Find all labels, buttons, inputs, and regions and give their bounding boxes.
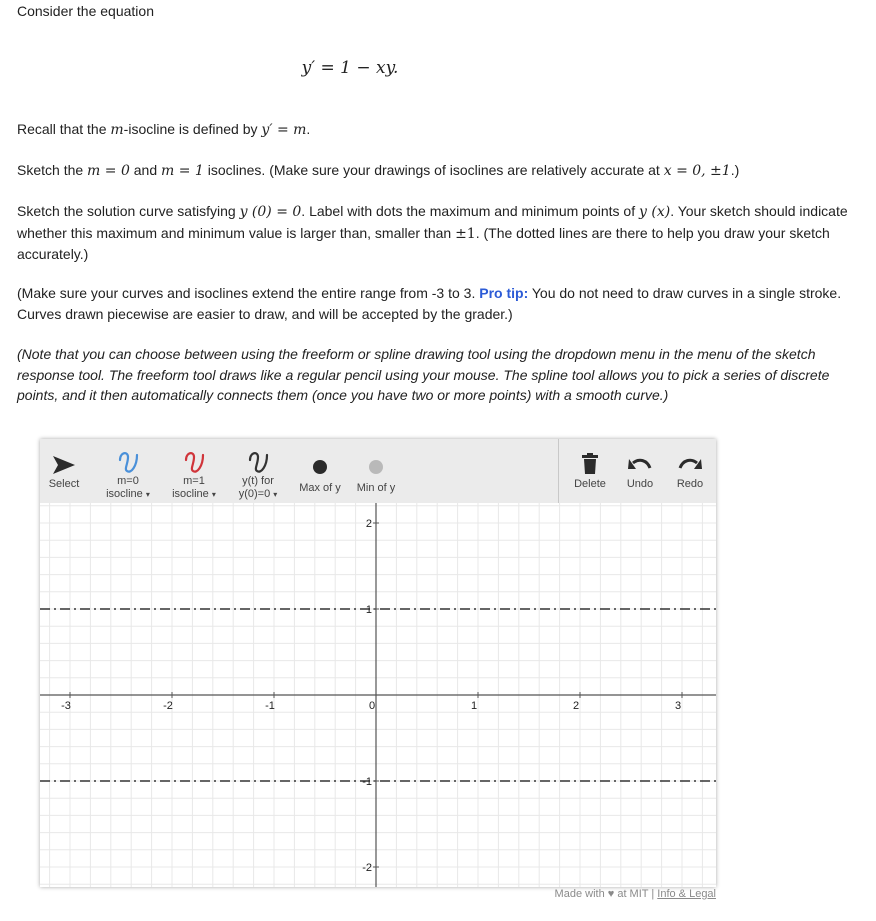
x-tick-label: 3 [674,700,682,712]
undo-icon [627,457,653,475]
toolbar-divider [558,439,559,503]
y-tick-label: -2 [362,862,372,874]
redo-button[interactable] [668,439,712,503]
chevron-down-icon[interactable]: ▾ [211,490,216,499]
delete-label: Delete [574,478,606,490]
undo-label: Undo [626,478,654,490]
chevron-down-icon[interactable]: ▾ [273,490,278,499]
equation: y′ = 1 − xy. [301,58,399,78]
sketch-canvas[interactable] [40,503,716,887]
min-point-tool[interactable] [350,439,402,503]
x-tick-label: 1 [470,700,478,712]
range-instructions: (Make sure your curves and isoclines extend the entire range from -3 to 3. Pro tip: You do not need to draw curves in a single stroke. Curves drawn piecewise are easier to draw, and will be accepted by the grader.) [17,285,842,322]
sketch-response-tool [40,439,716,900]
x-tick-label: 2 [572,700,580,712]
m0-isocline-label: m=0 isocline ▾ [106,475,150,500]
delete-button[interactable] [568,439,612,503]
m0-isocline-tool[interactable] [96,439,160,503]
recall-text: Recall that the m-isocline is defined by y′ = m. [17,121,311,138]
sketch-toolbar [40,439,716,503]
redo-icon [677,457,703,475]
max-point-tool[interactable] [294,439,346,503]
intro-text: Consider the equation [17,3,154,19]
redo-label: Redo [676,478,704,490]
chevron-down-icon[interactable]: ▾ [145,490,150,499]
footer-separator: | [651,888,655,900]
info-legal-link[interactable]: Info & Legal [657,888,716,900]
y-tick-label: 1 [365,604,372,616]
select-tool[interactable] [40,439,88,503]
m1-isocline-label: m=1 isocline ▾ [172,475,216,500]
x-tick-label: -1 [265,700,275,712]
tool-note: (Note that you can choose between using the freeform or spline drawing tool using the dropdown menu in the menu of the sketch response tool. The freeform tool draws like a regular pencil using your mouse. The spline tool allows you to pick a series of discrete points, and it then automatically connects them (once you have two or more points) with a smooth curve.) [17,346,830,403]
max-label: Max of y [299,482,341,494]
x-tick-label: -2 [163,700,173,712]
y-tick-label: 2 [365,518,372,530]
min-label: Min of y [356,482,396,494]
solution-curve-label: y(t) for y(0)=0 ▾ [238,475,278,500]
isocline-instructions: Sketch the m = 0 and m = 1 isoclines. (Make sure your drawings of isoclines are relatively accurate at x = 0, ±1.) [17,162,740,179]
black-dot-icon [312,459,328,475]
x-tick-label: 0 [368,700,376,712]
x-tick-label: -3 [61,700,71,712]
pro-tip-label: Pro tip: [479,285,529,301]
solution-instructions: Sketch the solution curve satisfying y (0) = 0. Label with dots the maximum and minimum points of y (x). Your sketch should indicate whether this maximum and minimum value is larger than, smaller than ±1. (The dotted lines are there to help you draw your sketch accurately.) [17,203,848,262]
gray-dot-icon [368,459,384,475]
trash-icon [581,453,599,475]
select-label: Select [48,478,80,490]
solution-curve-icon [245,447,271,475]
m0-curve-icon [115,447,141,475]
y-tick-label: -1 [362,776,372,788]
cursor-arrow-icon [51,453,77,475]
undo-button[interactable] [618,439,662,503]
m1-curve-icon [181,447,207,475]
m1-isocline-tool[interactable] [162,439,226,503]
made-with-text: Made with ♥ at MIT [554,888,649,900]
solution-curve-tool[interactable] [228,439,288,503]
credit-footer [555,888,716,900]
